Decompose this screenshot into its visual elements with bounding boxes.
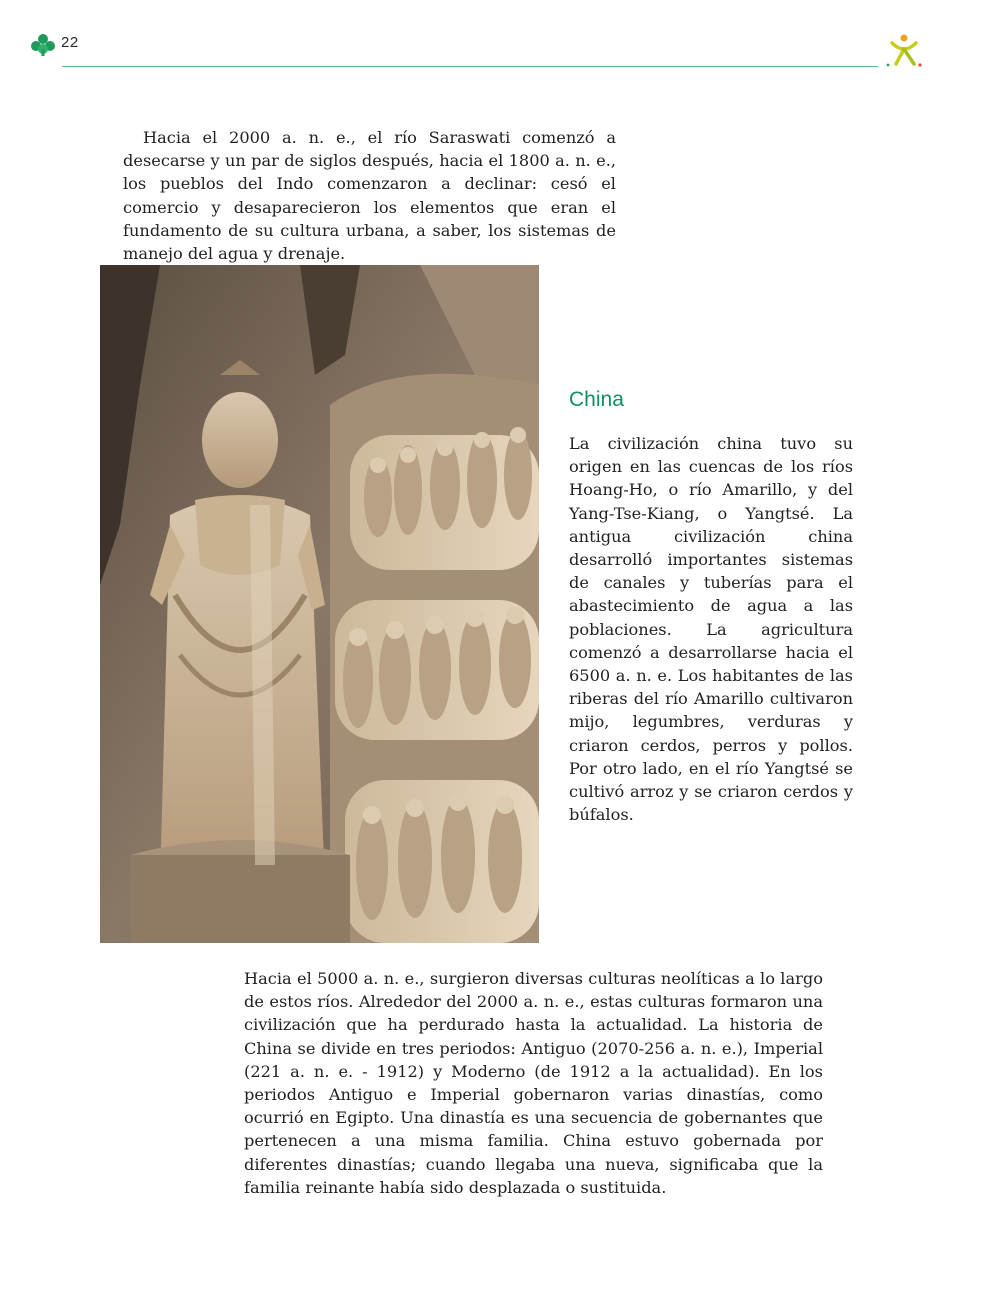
- china-paragraph: La civilización china tuvo su origen en las cuencas de los ríos Hoang-Ho, o río Amarillo, y del Yang-Tse-Kiang, o Yangtsé. La antigua civilización china desarrolló importantes sistemas de canales y tuberías para el abastecimiento de agua a las poblaciones. La agricultura comenzó a desarrollarse hacia el 6500 a. n. e. Los habitantes de las riberas del río Amarillo cultivaron mijo, legumbres, verduras y criaron cerdos, perros y pollos. Por otro lado, en el río Yangtsé se cultivó arroz y se criaron cerdos y búfalos.: [569, 434, 853, 825]
- section-heading-china: China: [569, 388, 624, 411]
- longmen-buddha-carvings-photo: [100, 265, 539, 943]
- yellow-figure-emblem-icon: [884, 31, 924, 71]
- green-cluster-logo-icon: [30, 33, 56, 57]
- bottom-paragraph: Hacia el 5000 a. n. e., surgieron diversas culturas neolíticas a lo largo de estos ríos. Alrededor del 2000 a. n. e., estas culturas formaron una civilización que ha perdurado hasta la actualidad. La historia de China se divide en tres periodos: Antiguo (2070-256 a. n. e.), Imperial (221 a. n. e. - 1912) y Moderno (de 1912 a la actualidad). En los periodos Antiguo e Imperial gobernaron varias dinastías, como ocurrió en Egipto. Una dinastía es una secuencia de gobernantes que pertenecen a una misma familia. China estuvo gobernada por diferentes dinastías; cuando llegaba una nueva, significaba que la familia reinante había sido desplazada o sustituida.: [244, 969, 823, 1197]
- page-number: 22: [61, 34, 79, 51]
- header-divider: [62, 66, 878, 67]
- intro-paragraph: Hacia el 2000 a. n. e., el río Saraswati comenzó a desecarse y un par de siglos después, hacia el 1800 a. n. e., los pueblos del Indo comenzaron a declinar: cesó el comercio y desaparecieron los elementos que eran el fundamento de su cultura urbana, a saber, los sistemas de manejo del agua y drenaje.: [123, 128, 616, 264]
